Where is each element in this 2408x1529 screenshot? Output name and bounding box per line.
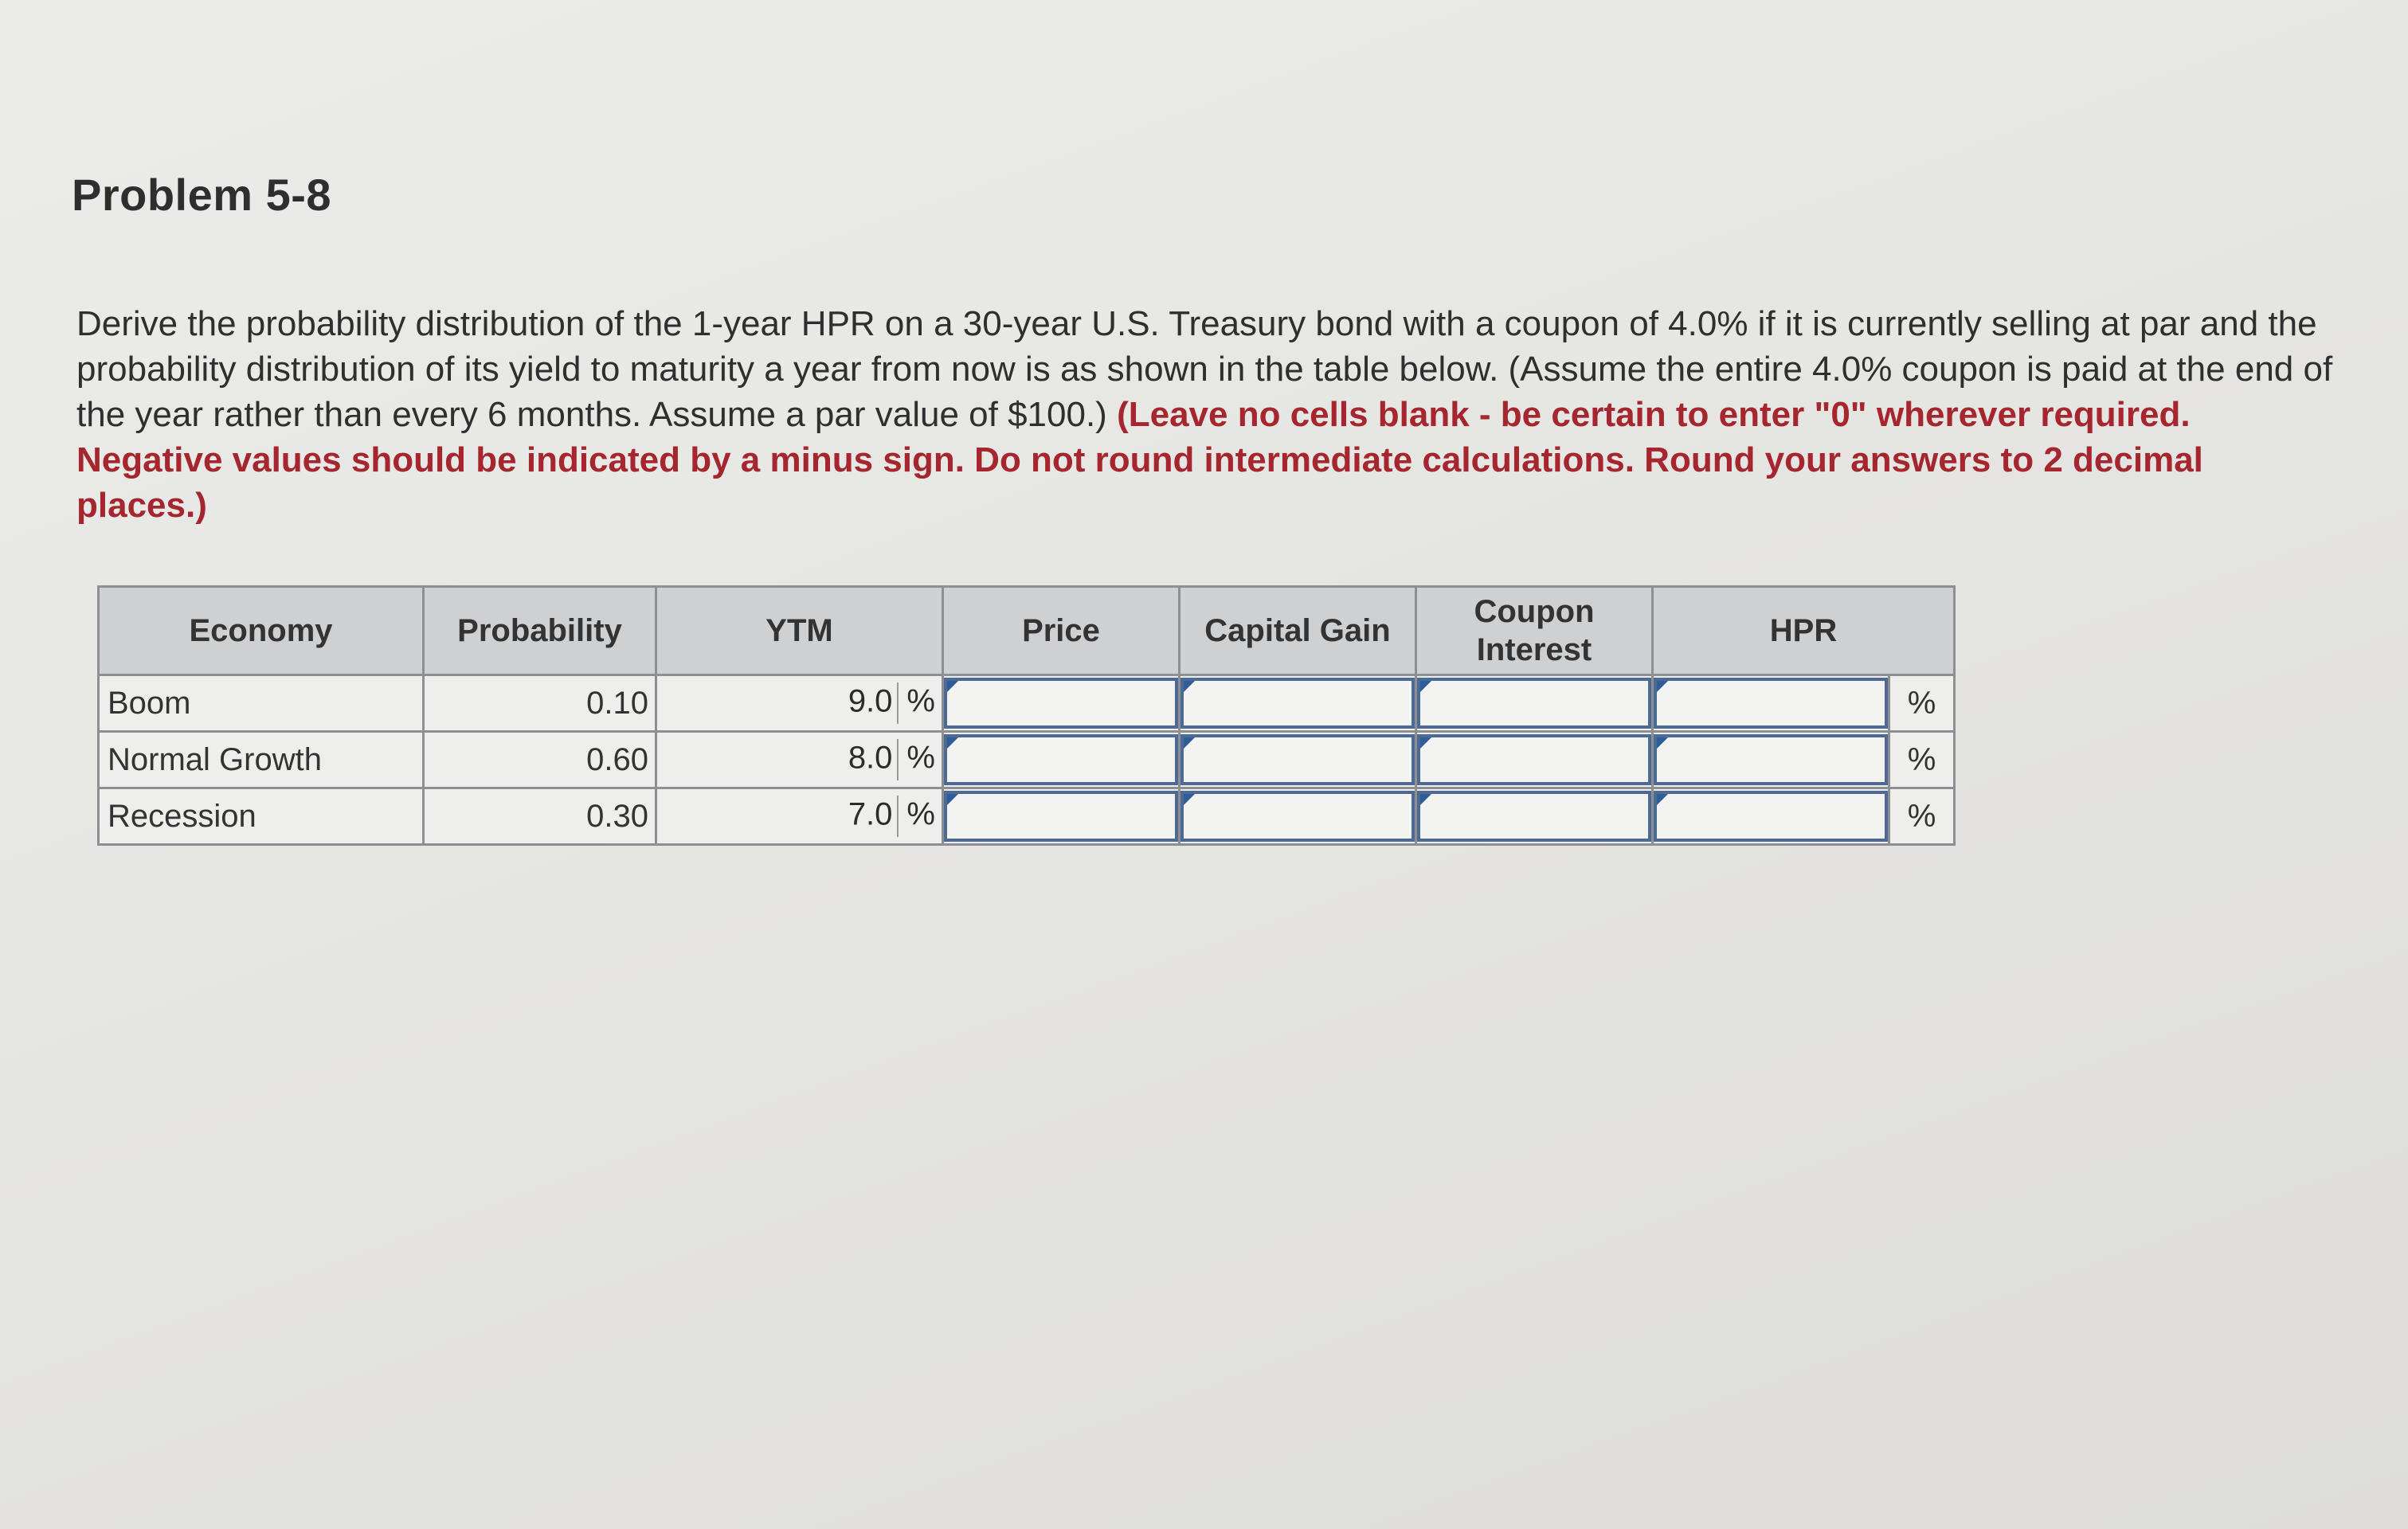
probability-cell: 0.60 <box>424 732 656 788</box>
hpr-table <box>97 585 1956 846</box>
capital-gain-cell <box>1180 675 1416 732</box>
header-economy: Economy <box>99 587 424 675</box>
price-input[interactable] <box>944 678 1178 729</box>
coupon-interest-cell <box>1416 732 1653 788</box>
capital-gain-input[interactable] <box>1181 678 1415 729</box>
price-cell <box>943 675 1180 732</box>
divider <box>897 796 899 837</box>
ytm-unit: % <box>906 683 935 719</box>
hpr-unit: % <box>1889 788 1955 845</box>
economy-cell: Boom <box>99 675 424 732</box>
capital-gain-cell <box>1180 788 1416 845</box>
ytm-cell <box>656 675 943 732</box>
ytm-cell <box>656 732 943 788</box>
header-ytm: YTM <box>656 587 943 675</box>
header-hpr: HPR <box>1653 587 1955 675</box>
header-coupon-interest: Coupon Interest <box>1416 587 1653 675</box>
hpr-input[interactable] <box>1654 791 1888 842</box>
hpr-cell <box>1653 732 1889 788</box>
hpr-cell <box>1653 788 1889 845</box>
capital-gain-input[interactable] <box>1181 791 1415 842</box>
ytm-value: 9.0 <box>848 683 893 719</box>
coupon-interest-cell <box>1416 675 1653 732</box>
probability-cell: 0.10 <box>424 675 656 732</box>
hpr-input[interactable] <box>1654 678 1888 729</box>
ytm-cell <box>656 788 943 845</box>
table-row <box>99 732 1955 788</box>
divider <box>897 739 899 780</box>
price-cell <box>943 788 1180 845</box>
hpr-input[interactable] <box>1654 734 1888 785</box>
table-header-row <box>99 587 1955 675</box>
table-row <box>99 788 1955 845</box>
hpr-unit: % <box>1889 732 1955 788</box>
price-input[interactable] <box>944 791 1178 842</box>
coupon-interest-input[interactable] <box>1417 678 1651 729</box>
hpr-cell <box>1653 675 1889 732</box>
problem-text: Derive the probability distribution of the 1-year HPR on a 30-year U.S. Treasury bond with a coupon of 4.0% if it is currently selling at par and the probability distribution of its yield to maturity a year from now is as shown in the table below. (Assume the entire 4.0% coupon is paid at the end of the year rather than every 6 months. Assume a par value of $100.) <box>76 304 2333 434</box>
ytm-unit: % <box>906 740 935 776</box>
ytm-value: 8.0 <box>848 740 893 776</box>
coupon-interest-cell <box>1416 788 1653 845</box>
problem-instructions <box>76 301 2339 528</box>
ytm-value: 7.0 <box>848 796 893 832</box>
economy-cell: Normal Growth <box>99 732 424 788</box>
price-cell <box>943 732 1180 788</box>
table-row <box>99 675 1955 732</box>
problem-title: Problem 5-8 <box>72 170 332 220</box>
probability-cell: 0.30 <box>424 788 656 845</box>
hpr-unit: % <box>1889 675 1955 732</box>
divider <box>897 682 899 724</box>
problem-emphasis-text: (Leave no cells blank - be certain to enter "0" wherever required. Negative values should be indicated by a minus sign. Do not round intermediate calculations. Round your answers to 2 decimal places.) <box>76 395 2203 525</box>
header-price: Price <box>943 587 1180 675</box>
capital-gain-input[interactable] <box>1181 734 1415 785</box>
coupon-interest-input[interactable] <box>1417 734 1651 785</box>
price-input[interactable] <box>944 734 1178 785</box>
economy-cell: Recession <box>99 788 424 845</box>
header-probability: Probability <box>424 587 656 675</box>
capital-gain-cell <box>1180 732 1416 788</box>
ytm-unit: % <box>906 796 935 832</box>
header-capital-gain: Capital Gain <box>1180 587 1416 675</box>
coupon-interest-input[interactable] <box>1417 791 1651 842</box>
hpr-table-container <box>97 585 1953 846</box>
